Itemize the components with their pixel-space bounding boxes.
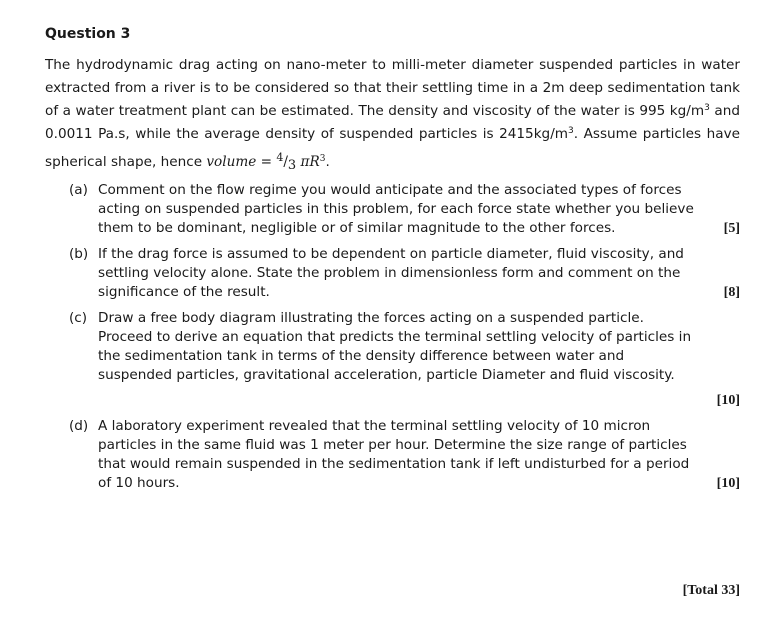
formula-pi-r: πR: [296, 154, 320, 170]
intro-line-1: The hydrodynamic drag acting on nano-meter to milli-meter diameter suspended particles in: [45, 57, 696, 73]
part-c-marks: [10]: [716, 393, 740, 408]
particle-density-exponent: 3: [568, 126, 574, 136]
part-c-label: (c): [69, 310, 88, 326]
formula-variable: volume: [206, 154, 257, 170]
part-d-line-4: [98, 474, 740, 493]
part-d-marks: [10]: [716, 476, 740, 491]
part-b-label: (b): [69, 246, 89, 262]
intro-line-4b: and 0.0011 Pa.s, while the average density of suspended particles is: [45, 103, 740, 142]
part-d-label: (d): [69, 418, 89, 434]
part-c-line-1: Draw a free body diagram illustrating the forces acting on a suspended particle.: [98, 310, 644, 326]
part-d-line-2: particles in the same fluid was 1 meter per hour. Determine the size range of particles: [98, 437, 687, 453]
part-a-marks: [5]: [723, 221, 740, 236]
part-c-line-2: Proceed to derive an equation that predicts the terminal settling velocity of particles in: [98, 329, 692, 345]
part-a: [45, 181, 740, 238]
fraction-slash: /: [283, 154, 288, 170]
part-a-label: (a): [69, 182, 88, 198]
part-c-line-3: the sedimentation tank in terms of the density difference between water and: [98, 348, 625, 364]
part-b-line-3-text: significance of the result.: [98, 284, 270, 300]
part-a-line-3: [98, 219, 740, 238]
volume-formula: [206, 151, 326, 173]
intro-line-5a: 2415kg/m: [499, 126, 569, 142]
part-c-marks-row: [98, 391, 740, 410]
intro-end: .: [325, 154, 330, 170]
part-a-line-2: acting on suspended particles in this problem, for each force state whether you believe: [98, 201, 694, 217]
part-a-line-3-text: them to be dominant, negligible or of similar magnitude to the other forces.: [98, 220, 616, 236]
intro-line-3: sedimentation tank of a water treatment plant can be estimated. The density and viscosity of: [45, 80, 740, 119]
part-d-line-4-text: of 10 hours.: [98, 475, 180, 491]
question-block: [45, 26, 740, 500]
intro-line-5b: . Assume particles have spherical shape, hence: [45, 126, 740, 170]
part-c-line-4: suspended particles, gravitational acceleration, particle Diameter and fluid viscosity.: [98, 367, 675, 383]
part-b-marks: [8]: [723, 285, 740, 300]
part-c: [45, 309, 740, 410]
part-b-line-1: If the drag force is assumed to be dependent on particle diameter, fluid viscosity, and: [98, 246, 684, 262]
part-d: [45, 417, 740, 493]
part-a-line-1: Comment on the flow regime you would anticipate and the associated types of forces: [98, 182, 682, 198]
part-b: [45, 245, 740, 302]
intro-line-4a: the water is 995 kg/m: [553, 103, 705, 119]
density-unit-exponent: 3: [704, 103, 710, 113]
total-marks: [Total 33]: [682, 583, 740, 598]
fraction-denominator: 3: [287, 158, 297, 173]
fraction-numerator: 4: [276, 151, 284, 164]
part-d-line-1: A laboratory experiment revealed that the terminal settling velocity of 10 micron: [98, 418, 651, 434]
formula-fraction: [276, 151, 297, 173]
part-d-line-3: that would remain suspended in the sedimentation tank if left undisturbed for a period: [98, 456, 690, 472]
question-heading: Question 3: [45, 26, 131, 42]
question-intro: [45, 54, 740, 177]
part-b-line-2: settling velocity alone. State the problem in dimensionless form and comment on the: [98, 265, 681, 281]
question-parts: [45, 181, 740, 493]
formula-exponent: 3: [319, 154, 326, 164]
intro-line-2: water extracted from a river is to be considered so that their settling time in a 2m deep: [45, 57, 740, 96]
part-b-line-3: [98, 283, 740, 302]
formula-equals: =: [256, 154, 277, 170]
